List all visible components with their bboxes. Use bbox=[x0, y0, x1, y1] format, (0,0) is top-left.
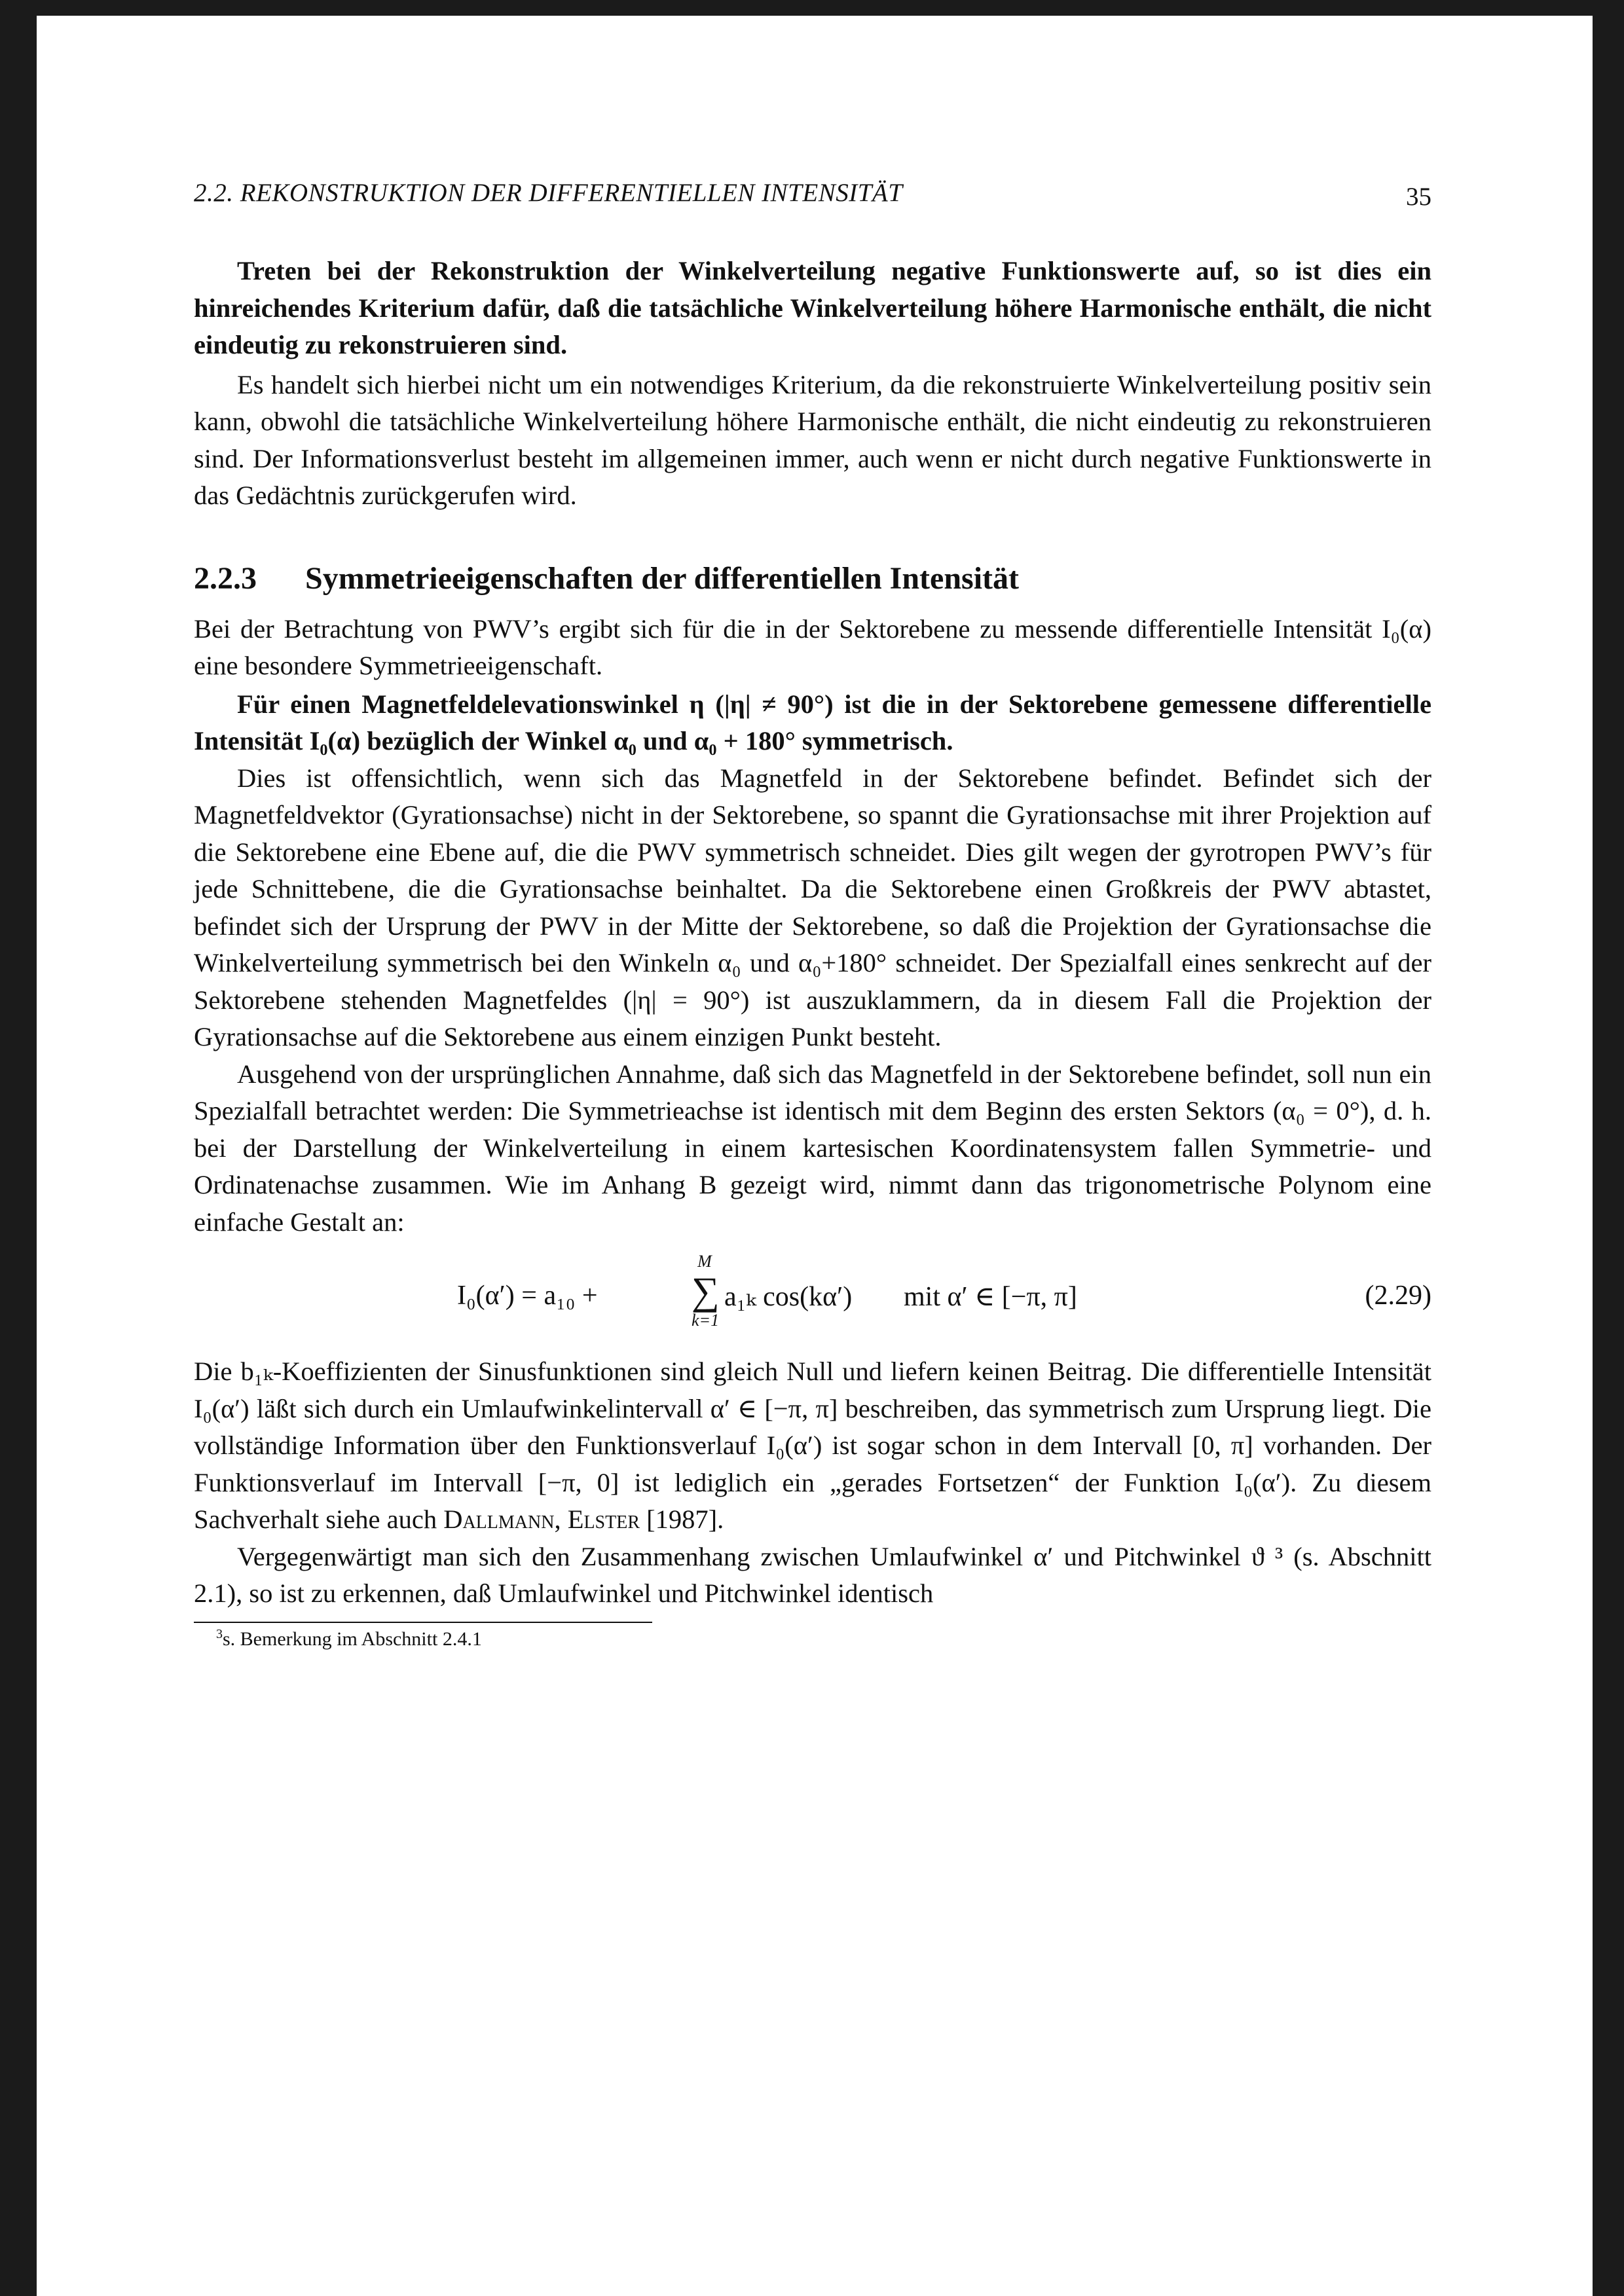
paragraph-criterion-note: Es handelt sich hierbei nicht um ein notwendiges Kriterium, da die rekonstruierte Winkelverteilung positiv sein kann, obwohl die tatsächliche Winkelverteilung höhere Harmonische enthält, die nicht eindeutig zu rekonstruieren sind. Der Informationsverlust besteht im allgemeinen immer, auch wenn er nicht durch negative Funktionswerte in das Gedächtnis zurückgerufen wird. bbox=[194, 369, 1431, 510]
citation-authors: Dallmann, Elster bbox=[443, 1504, 640, 1534]
equation-rhs: a₁ₖ cos(kα′) bbox=[724, 1282, 853, 1312]
paragraph-special-case: Ausgehend von der ursprünglichen Annahme, daß sich das Magnetfeld in der Sektorebene befindet, soll nun ein Spezialfall betrachtet werden: Die Symmetrieachse ist identisch mit dem Beginn des ersten Sektors (α₀ = 0°), d. h. bei der Darstellung der Winkelverteilung in einem kartesischen Koordinatensystem fallen Symmetrie- und Ordinatenachse zusammen. Wie im Anhang B gezeigt wird, nimmt dann das trigonometrische Polynom eine einfache Gestalt an: bbox=[194, 1059, 1431, 1237]
criterion-paragraph: Treten bei der Rekonstruktion der Winkelverteilung negative Funktionswerte auf, so ist dies ein hinreichendes Kriterium dafür, daß die tatsächliche Winkelverteilung höhere Harmonische enthält, die nicht eindeutig zu rekonstruieren sind. bbox=[194, 256, 1431, 359]
page-content bbox=[194, 178, 1431, 1650]
sum-upper-limit: M bbox=[697, 1252, 712, 1271]
citation-year: [1987]. bbox=[646, 1504, 724, 1534]
summation bbox=[692, 1252, 718, 1330]
sum-lower-limit: k=1 bbox=[692, 1311, 720, 1330]
equation-lhs: I₀(α′) = a₁₀ + bbox=[457, 1281, 598, 1311]
running-header bbox=[194, 178, 1431, 217]
footnote-text: s. Bemerkung im Abschnitt 2.4.1 bbox=[223, 1628, 482, 1650]
sum-symbol: ∑ bbox=[692, 1269, 720, 1313]
footnote-divider bbox=[194, 1622, 652, 1623]
section-heading bbox=[194, 560, 1431, 596]
page-sheet bbox=[37, 16, 1593, 2296]
section-title: Symmetrieeigenschaften der differentiellen Intensität bbox=[305, 560, 1020, 596]
paragraph-explanation: Dies ist offensichtlich, wenn sich das Magnetfeld in der Sektorebene befindet. Befindet sich der Magnetfeldvektor (Gyrationsachse) nicht in der Sektorebene, so spannt die Gyrationsachse mit ihrer Projektion auf die Sektorebene eine Ebene auf, die die PWV symmetrisch schneidet. Dies gilt wegen der gyrotropen PWV’s für jede Schnittebene, die die Gyrationsachse beinhaltet. Da die Sektorebene einen Großkreis der PWV abtastet, befindet sich der Ursprung der PWV in der Mitte der Sektorebene, so daß die Projektion der Gyrationsachse die Winkelverteilung symmetrisch bei den Winkeln α₀ und α₀+180° schneidet. Der Spezialfall eines senkrecht auf der Sektorebene stehenden Magnetfeldes (|η| = 90°) ist auszuklammern, da in diesem Fall die Projektion der Gyrationsachse auf die Sektorebene aus einem einzigen Punkt besteht. bbox=[194, 763, 1431, 1051]
paragraph-coefficients bbox=[194, 1353, 1431, 1539]
paragraph-intro: Bei der Betrachtung von PWV’s ergibt sich für die in der Sektorebene zu messende differentielle Intensität I₀(α) eine besondere Symmetrieeigenschaft. bbox=[194, 613, 1431, 680]
equation-number: (2.29) bbox=[1365, 1281, 1431, 1311]
footnote-mark: 3 bbox=[216, 1626, 223, 1641]
equation-condition: mit α′ ∈ [−π, π] bbox=[904, 1282, 1077, 1312]
page-number: 35 bbox=[1406, 183, 1431, 211]
footnote bbox=[194, 1627, 1431, 1650]
equation-2-29 bbox=[194, 1252, 1431, 1348]
section-number: 2.2.3 bbox=[194, 560, 257, 596]
paragraph-pitch-angle: Vergegenwärtigt man sich den Zusammenhang zwischen Umlaufwinkel α′ und Pitchwinkel ϑ ³ (s. Abschnitt 2.1), so ist zu erkennen, daß Umlaufwinkel und Pitchwinkel identisch bbox=[194, 1541, 1431, 1608]
symmetry-statement: Für einen Magnetfeldelevationswinkel η (|η| ≠ 90°) ist die in der Sektorebene gemessene differentielle Intensität I₀(α) bezüglich der Winkel α₀ und α₀ + 180° symmetrisch. bbox=[194, 689, 1431, 756]
coefficients-text: Die b₁ₖ-Koeffizienten der Sinusfunktionen sind gleich Null und liefern keinen Beitrag. Die differentielle Intensität I₀(α′) läßt sich durch ein Umlaufwinkelintervall α′ ∈ [−π, π] beschreiben, das symmetrisch zum Ursprung liegt. Die vollständige Information über den Funktionsverlauf I₀(α′) ist sogar schon in dem Intervall [0, π] vorhanden. Der Funktionsverlauf im Intervall [−π, 0] ist lediglich ein „gerades Fortsetzen“ der Funktion I₀(α′). Zu diesem Sachverhalt siehe auch bbox=[194, 1357, 1431, 1534]
running-title: 2.2. REKONSTRUKTION DER DIFFERENTIELLEN INTENSITÄT bbox=[194, 179, 903, 207]
